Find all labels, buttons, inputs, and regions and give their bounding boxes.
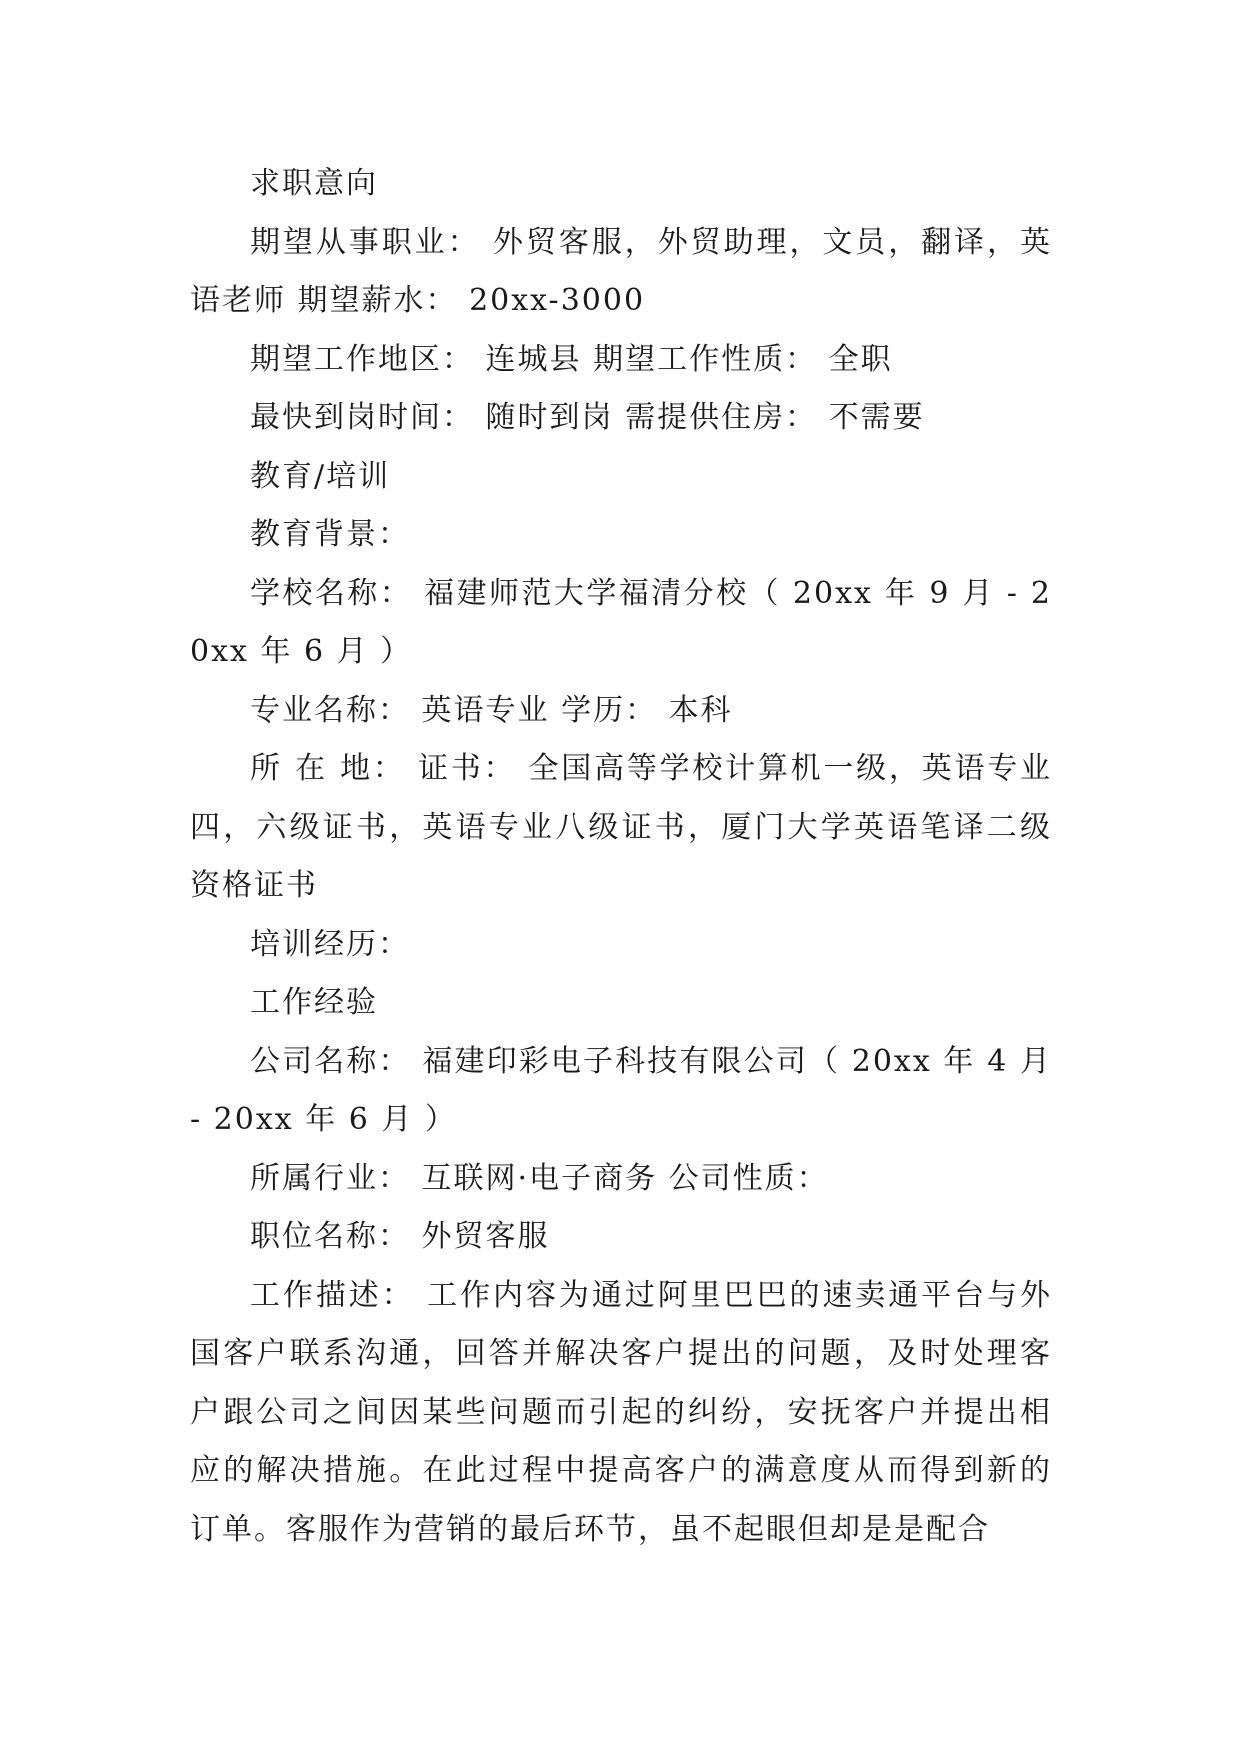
earliest-start-time: 最快到岗时间： 随时到岗 需提供住房： 不需要: [250, 400, 925, 435]
heading-education-training: 教育/培训: [250, 458, 391, 494]
heading-work-experience: 工作经验: [250, 985, 378, 1020]
desired-work-area: 期望工作地区： 连城县 期望工作性质： 全职: [250, 341, 893, 377]
heading-job-intention: 求职意向: [250, 166, 378, 201]
education-background-label: 教育背景：: [250, 517, 410, 552]
company-name: 公司名称： 福建印彩电子科技有限公司（ 20xx 年 4 月 - 20xx 年 6 月 ）: [190, 1043, 1052, 1137]
desired-occupation: 期望从事职业： 外贸客服，外贸助理，文员，翻译，英语老师 期望薪水： 20xx-3000: [190, 224, 1052, 318]
job-description: 工作描述： 工作内容为通过阿里巴巴的速卖通平台与外国客户联系沟通，回答并解决客户提出的问题，及时处理客户跟公司之间因某些问题而引起的纠纷，安抚客户并提出相应的解决措施。在此过程中提高客户的满意度从而得到新的订单。客服作为营销的最后环节，虽不起眼但却是是配合: [190, 1277, 1052, 1547]
major-name: 专业名称： 英语专业 学历： 本科: [250, 692, 733, 728]
school-name: 学校名称： 福建师范大学福清分校（ 20xx 年 9 月 - 20xx 年 6 月 ）: [190, 575, 1052, 669]
industry: 所属行业： 互联网·电子商务 公司性质：: [250, 1160, 829, 1196]
position-name: 职位名称： 外贸客服: [250, 1219, 550, 1254]
document-page: [190, 155, 1052, 1559]
training-experience-label: 培训经历：: [250, 926, 410, 962]
location-certificates: 所 在 地： 证书： 全国高等学校计算机一级，英语专业四，六级证书，英语专业八级证书，厦门大学英语笔译二级资格证书: [190, 751, 1052, 903]
